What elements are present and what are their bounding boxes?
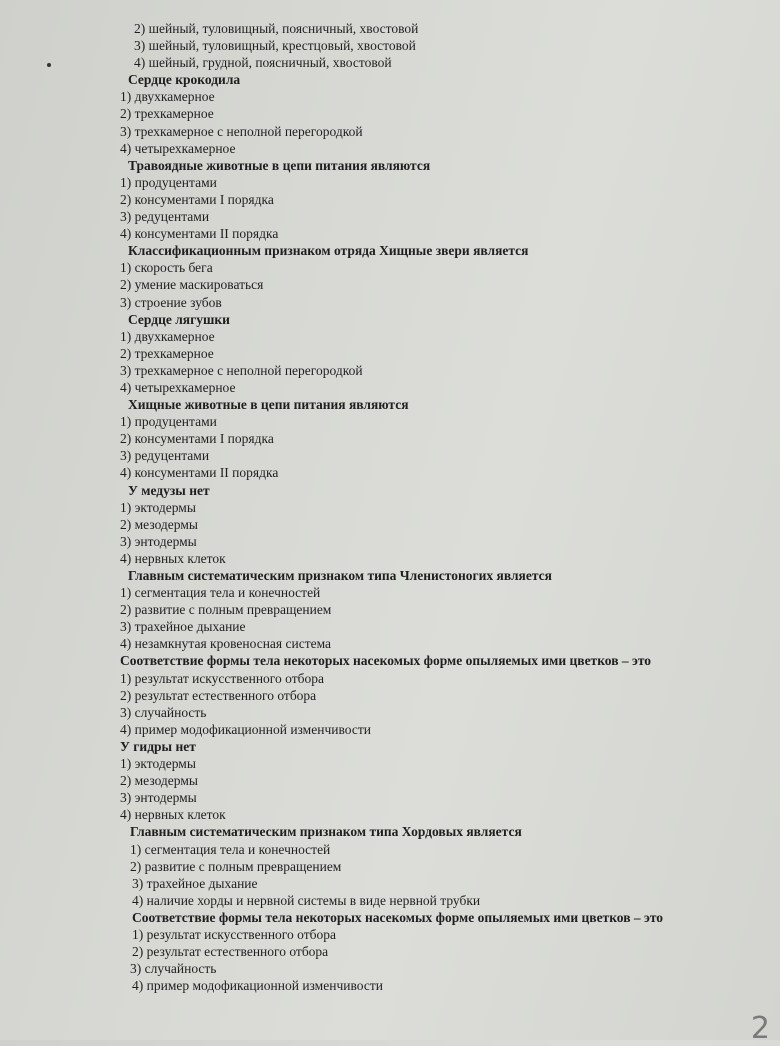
page-number: 2 (750, 1011, 770, 1046)
question-title: Главным систематическим признаком типа Членистоногих является (128, 568, 552, 583)
option: 3) шейный, туловищный, крестцовый, хвостовой (134, 38, 416, 54)
question-1-continuation (120, 20, 750, 71)
option: 4) наличие хорды и нервной системы в виде нервной трубки (132, 892, 481, 908)
option: 1) результат искусственного отбора (132, 926, 336, 942)
option: 3) случайность (120, 704, 207, 720)
question (120, 157, 750, 242)
option: 2) мезодермы (120, 773, 198, 789)
question-title: Классификационным признаком отряда Хищные звери является (128, 243, 529, 259)
option: 1) двухкамерное (120, 89, 215, 105)
question-title: Сердце лягушки (128, 311, 230, 327)
option: 4) четырехкамерное (120, 379, 236, 395)
option: 4) шейный, грудной, поясничный, хвостовой (134, 55, 392, 71)
option: 2) трехкамерное (120, 106, 214, 122)
option: 2) результат естественного отбора (132, 944, 329, 960)
option: 2) консументами I порядка (120, 191, 274, 207)
option: 4) нервных клеток (120, 807, 226, 823)
option: 1) скорость бега (120, 260, 213, 276)
question (120, 482, 750, 567)
question (120, 652, 750, 737)
question (120, 71, 750, 156)
option: 1) продуцентами (120, 174, 217, 190)
option: 1) сегментация тела и конечностей (130, 841, 331, 857)
option: 3) редуцентами (120, 209, 210, 225)
option: 1) результат искусственного отбора (120, 670, 324, 686)
option: 2) результат естественного отбора (120, 687, 317, 703)
option: 4) четырехкамерное (120, 140, 236, 156)
question (120, 242, 750, 310)
question-title: Сердце крокодила (128, 72, 241, 88)
question (120, 738, 750, 823)
option: 2) развитие с полным превращением (120, 602, 332, 618)
option: 3) строение зубов (120, 294, 222, 310)
question-title: Соответствие формы тела некоторых насекомых форме опыляемых ими цветков – это (132, 909, 664, 925)
question-title: Главным систематическим признаком типа Хордовых является (130, 824, 522, 840)
option: 4) консументами II порядка (120, 465, 279, 481)
question (120, 396, 750, 481)
option: 3) энтодермы (120, 790, 197, 806)
option: 4) пример модофикационной изменчивости (132, 978, 383, 994)
option: 4) нервных клеток (120, 550, 226, 566)
question (120, 823, 750, 908)
option: 1) двухкамерное (120, 328, 215, 344)
document-page (120, 20, 750, 994)
option: 1) продуцентами (120, 414, 217, 430)
option: 1) сегментация тела и конечностей (120, 585, 321, 601)
option: 2) умение маскироваться (120, 277, 264, 293)
option: 4) незамкнутая кровеносная система (120, 636, 332, 652)
option: 4) консументами II порядка (120, 226, 279, 242)
question-title: Хищные животные в цепи питания являются (128, 397, 409, 413)
question-title: Травоядные животные в цепи питания являются (128, 157, 431, 173)
question-title: Соответствие формы тела некоторых насекомых форме опыляемых ими цветков – это (120, 653, 652, 669)
question (120, 567, 750, 652)
option: 3) трахейное дыхание (132, 875, 258, 891)
option: 3) трехкамерное с неполной перегородкой (120, 123, 363, 139)
option: 1) эктодермы (120, 756, 196, 772)
option: 2) мезодермы (120, 516, 198, 532)
question (120, 311, 750, 396)
option: 2) развитие с полным превращением (130, 858, 342, 874)
option: 2) трехкамерное (120, 345, 214, 361)
option: 3) случайность (130, 961, 217, 977)
question-title: У гидры нет (120, 738, 196, 754)
question (120, 909, 750, 994)
question-title: У медузы нет (128, 482, 210, 498)
option: 3) редуцентами (120, 448, 210, 464)
option: 1) эктодермы (120, 499, 196, 515)
option: 2) консументами I порядка (120, 431, 274, 447)
option: 3) энтодермы (120, 533, 197, 549)
option: 3) трехкамерное с неполной перегородкой (120, 362, 363, 378)
option: 4) пример модофикационной изменчивости (120, 721, 371, 737)
option: 2) шейный, туловищный, поясничный, хвостовой (134, 21, 419, 36)
option: 3) трахейное дыхание (120, 619, 246, 635)
margin-mark (47, 63, 51, 67)
